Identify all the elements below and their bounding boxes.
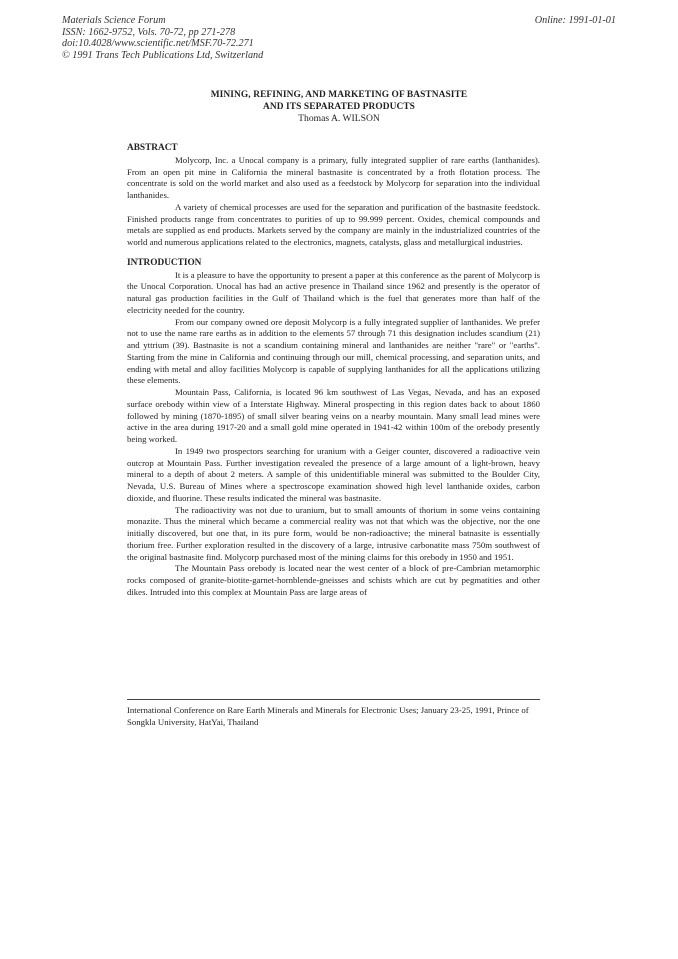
paper-title-line-2: AND ITS SEPARATED PRODUCTS [262, 101, 415, 112]
introduction-paragraph: It is a pleasure to have the opportunity to present a paper at this conference as the parent of Molycorp is the Unocal Corporation. Unocal has had an active presence in Thailand since 1962 and presently is the operator of natural gas production facilities in the Gulf of Thailand which is the fuel that generates more than half of the electricity needed for the country. [127, 269, 540, 315]
abstract-paragraph: Molycorp, Inc. a Unocal company is a primary, fully integrated supplier of rare earths (lanthanides). From an open pit mine in California the mineral bastnasite is concentrated by a froth flotation process. The concentrate is sold on the world market and also used as a feedstock by Molycorp for separation into the individual lanthanides. [127, 154, 540, 200]
footnote-divider [127, 699, 540, 700]
conference-footnote: International Conference on Rare Earth Minerals and Minerals for Electronic Uses; January 23-25, 1991, Prince of Songkla University, HatYai, Thailand [127, 705, 529, 727]
introduction-heading: INTRODUCTION [127, 257, 202, 268]
section-gap [127, 249, 540, 258]
issn-line: ISSN: 1662-9752, Vols. 70-72, pp 271-278 [62, 26, 236, 38]
introduction-paragraph: In 1949 two prospectors searching for uranium with a Geiger counter, discovered a radioactive vein outcrop at Mountain Pass. Further investigation revealed the presence of a large amount of a light-brown, heavy mineral to a depth of about 2 meters. A sample of this unidentifiable mineral was submitted to the Boulder City, Nevada, U.S. Bureau of Mines where a spectroscope examination showed high level lanthanide oxides, carbon dioxide, and fluorine. These results indicated the mineral was bastnasite. [127, 445, 540, 503]
paper-title-line-1: MINING, REFINING, AND MARKETING OF BASTNASITE [210, 90, 468, 100]
doi-line: doi:10.4028/www.scientific.net/MSF.70-72.271 [62, 38, 254, 50]
title-block [0, 90, 678, 125]
introduction-paragraph: The radioactivity was not due to uranium, but to small amounts of thorium in some veins containing monazite. Thus the mineral which became a commercial reality was not that which was the objective, nor the one initially discovered, but one that, in its pure form, would be non-radioactive; the mineral batnasite is essentially thorium free. Further exploration resulted in the discovery of a large, intrusive carbonatite mass 750m southwest of the original bastnasite find. Molycorp purchased most of the mining claims for this orebody in 1950 and 1951. [127, 504, 540, 562]
journal-header [62, 15, 263, 62]
online-date: Online: 1991-01-01 [534, 15, 616, 26]
abstract-paragraph: A variety of chemical processes are used for the separation and purification of the bastnasite feedstock. Finished products range from concentrates to purities of up to 99.999 percent. Oxides, chemical compounds and metals are supplied as end products. Markets served by the company are mainly in the industrialized countries of the world and numerous applications related to the electronics, magnets, catalysts, glass and metallurgical industries. [127, 201, 540, 247]
introduction-paragraph: From our company owned ore deposit Molycorp is a fully integrated supplier of lanthanides. We prefer not to use the name rare earths as in addition to the elements 57 through 71 this designation includes scandium (21) and yttrium (39). Bastnasite is not a scandium containing mineral and lanthanides are neither "rare" or "earths". Starting from the mine in California and continuing through our mill, chemical processing, and separation units, and ending with metal and alloy facilities Molycorp is capable of supplying lanthanides for all the applications utilizing these elements. [127, 316, 540, 386]
introduction-paragraph: The Mountain Pass orebody is located near the west center of a block of pre-Cambrian metamorphic rocks composed of granite-biotite-garnet-hornblende-gneisses and schists which are cut by pegmatities and other dikes. Intruded into this complex at Mountain Pass are large areas of [127, 563, 540, 597]
abstract-heading: ABSTRACT [127, 143, 178, 153]
introduction-paragraph: Mountain Pass, California, is located 96 km southwest of Las Vegas, Nevada, and has an exposed surface orebody within view of a Interstate Highway. Mineral prospecting in this region dates back to about 1860 followed by mining (1870-1895) of small silver bearing veins on a nearby mountain. Many small lead mines were active in the area during 1917-20 and a small gold mine operated in 1941-42 within 100m of the orebody presently being worked. [127, 387, 540, 444]
paper-body [127, 143, 540, 599]
journal-name: Materials Science Forum [62, 15, 166, 26]
author-name: Thomas A. WILSON [298, 113, 380, 124]
copyright-line: © 1991 Trans Tech Publications Ltd, Switzerland [62, 50, 264, 62]
